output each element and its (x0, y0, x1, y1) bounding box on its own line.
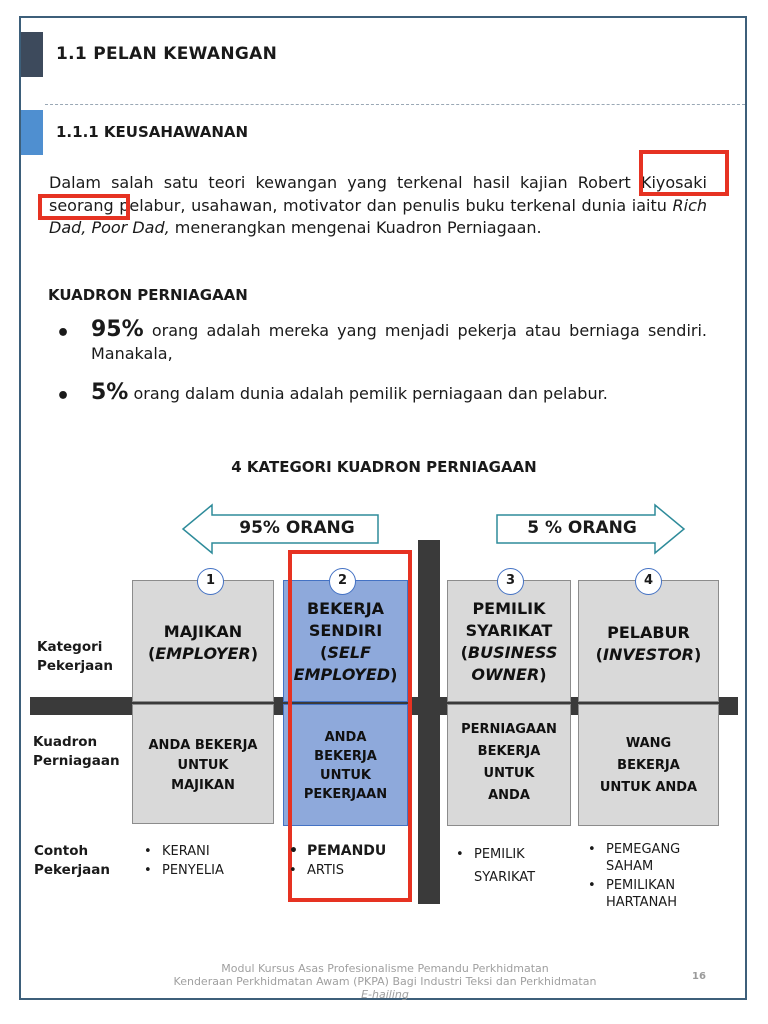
row-label-kategori: Kategori Pekerjaan (37, 639, 113, 674)
examples-quadrant-2 (287, 843, 386, 881)
quadrant-1-number: 1 (197, 568, 224, 595)
list-item: • PEMILIKAN HARTANAH (586, 877, 680, 911)
quadrant-3-description: PERNIAGAAN BEKERJA UNTUK ANDA (461, 722, 557, 803)
list-item: • PENYELIA (142, 862, 224, 879)
pct-5: 5% (91, 380, 129, 405)
bullet-marker: • (56, 384, 71, 409)
kuadron-title: KUADRON PERNIAGAAN (48, 286, 248, 304)
page-number: 16 (692, 971, 706, 982)
section-divider (45, 104, 745, 105)
quadrant-2-category: BEKERJA SENDIRI (SELF EMPLOYED) (293, 599, 398, 684)
list-item: • KERANI (142, 843, 224, 860)
footer-text: Modul Kursus Asas Profesionalisme Pemandu Perkhidmatan Kenderaan Perkhidmatan Awam (PKPA) Bagi Industri Teksi dan Perkhidmatan E-hailing (173, 962, 597, 1001)
intro-paragraph (49, 172, 707, 240)
bullet-95 (91, 319, 707, 365)
intro-text-2: menerangkan mengenai Kuadron Perniagaan. (169, 218, 542, 237)
quadrant-3-category: PEMILIK SYARIKAT (BUSINESS OWNER) (460, 599, 558, 684)
quadrant-4-top (578, 580, 719, 702)
figure-title: 4 KATEGORI KUADRON PERNIAGAAN (231, 458, 537, 476)
list-item: • PEMEGANG SAHAM (586, 841, 680, 875)
bullet-5 (91, 382, 707, 406)
quadrant-1-top (132, 580, 274, 702)
left-arrow-label: 95% ORANG (239, 518, 355, 538)
quadrant-4-description: WANG BEKERJA UNTUK ANDA (599, 736, 698, 795)
list-item: • ARTIS (287, 862, 386, 879)
quadrant-3-bottom (447, 704, 571, 826)
quadrant-3-top (447, 580, 571, 702)
quadrant-1-description: ANDA BEKERJA UNTUK MAJIKAN (148, 738, 258, 793)
examples-quadrant-4 (586, 841, 680, 913)
subsection-heading: 1.1.1 KEUSAHAWANAN (56, 123, 249, 141)
quadrant-4-bottom (578, 704, 719, 826)
subsection-marker-blue (21, 110, 43, 155)
row-label-contoh: Contoh Pekerjaan (34, 843, 110, 878)
bullet-95-text: orang adalah mereka yang menjadi pekerja atau berniaga sendiri. Manakala, (91, 321, 707, 363)
book-title: Rich Dad, Poor Dad, (49, 195, 707, 237)
right-arrow-label: 5 % ORANG (527, 518, 637, 538)
section-heading: 1.1 PELAN KEWANGAN (56, 44, 278, 64)
section-marker-dark (21, 32, 43, 77)
examples-quadrant-1 (142, 843, 224, 881)
quadrant-2-description: ANDA BEKERJA UNTUK PEKERJAAN (303, 730, 388, 802)
list-item: • PEMANDU (287, 843, 386, 860)
quadrant-4-category: PELABUR (INVESTOR) (595, 623, 702, 664)
row-label-kuadron: Kuadron Perniagaan (33, 734, 120, 769)
intro-text-1: Dalam salah satu teori kewangan yang terkenal hasil kajian Robert Kiyosaki seorang pelabur, usahawan, motivator dan penulis buku terkenal dunia iaitu (49, 173, 707, 215)
quadrant-3-number: 3 (497, 568, 524, 595)
examples-quadrant-3 (454, 843, 535, 891)
quadrant-2-number: 2 (329, 568, 356, 595)
center-divider-pillar (418, 540, 440, 904)
quadrant-1-category: MAJIKAN (EMPLOYER) (147, 622, 259, 663)
quadrant-1-bottom (132, 704, 274, 824)
highlight-box-robert (639, 150, 729, 196)
quadrant-4-number: 4 (635, 568, 662, 595)
bullet-5-text: orang dalam dunia adalah pemilik perniagaan dan pelabur. (128, 384, 608, 403)
pct-95: 95% (91, 317, 144, 342)
bullet-marker: • (56, 321, 71, 346)
list-item: • PEMILIK SYARIKAT (454, 843, 535, 889)
highlight-box-kiyosaki (38, 194, 130, 220)
